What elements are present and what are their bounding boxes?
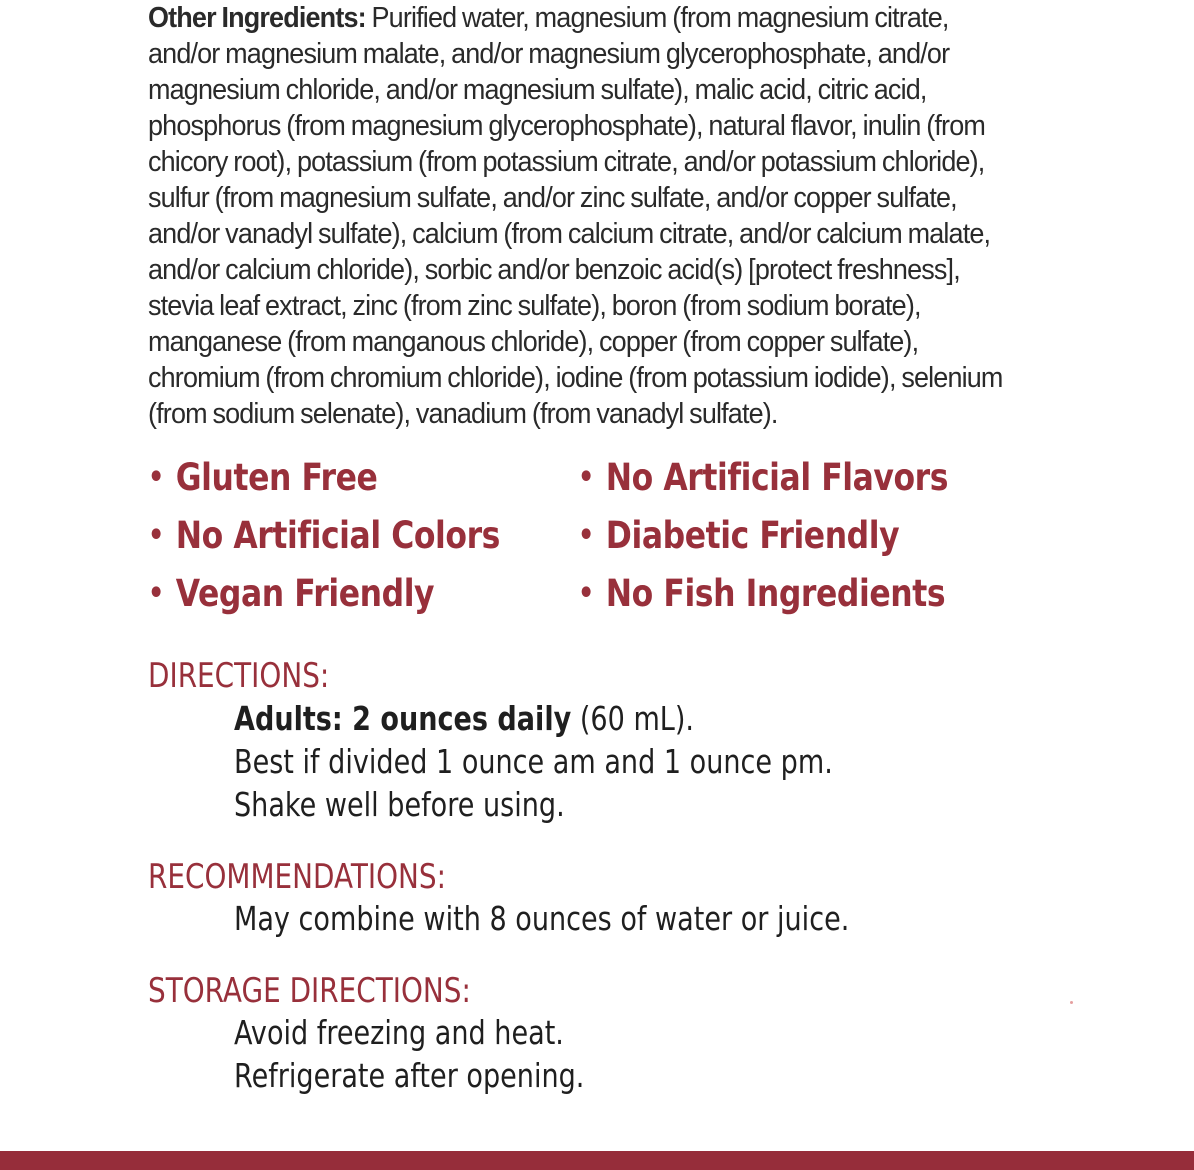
- ingredients-line: Other Ingredients: Purified water, magnesium (from magnesium citrate,: [148, 2, 949, 34]
- ingredients-line: phosphorus (from magnesium glycerophosphate), natural flavor, inulin (from: [148, 110, 985, 142]
- decorative-dot: [1070, 1001, 1073, 1004]
- bullet-icon: •: [148, 576, 164, 611]
- storage-title: STORAGE DIRECTIONS:: [148, 971, 471, 1011]
- directions-line: Shake well before using.: [234, 785, 565, 824]
- feature-list: [148, 456, 1048, 616]
- bullet-icon: •: [148, 460, 164, 495]
- feature-no-fish-ingredients: • No Fish Ingredients: [578, 572, 946, 615]
- directions-body: [234, 697, 833, 826]
- storage-line: Refrigerate after opening.: [234, 1056, 585, 1095]
- ingredients-line: chicory root), potassium (from potassium citrate, and/or potassium chloride),: [148, 146, 985, 178]
- ingredients-line: stevia leaf extract, zinc (from zinc sulfate), boron (from sodium borate),: [148, 290, 921, 322]
- ingredients-line: (from sodium selenate), vanadium (from vanadyl sulfate).: [148, 398, 778, 430]
- recommendations-body: [234, 897, 849, 940]
- bullet-icon: •: [578, 518, 594, 553]
- feature-vegan-friendly: • Vegan Friendly: [148, 572, 435, 615]
- directions-dosage: Adults: 2 ounces daily (60 mL).: [234, 699, 695, 738]
- other-ingredients-paragraph: [148, 0, 1032, 432]
- ingredients-label: Other Ingredients:: [148, 2, 366, 34]
- ingredients-line: manganese (from manganous chloride), copper (from copper sulfate),: [148, 326, 919, 358]
- recommendations-title: RECOMMENDATIONS:: [148, 857, 447, 897]
- bullet-icon: •: [578, 576, 594, 611]
- ingredients-line: and/or magnesium malate, and/or magnesium glycerophosphate, and/or: [148, 38, 950, 70]
- bullet-icon: •: [578, 460, 594, 495]
- ingredients-line: and/or calcium chloride), sorbic and/or benzoic acid(s) [protect freshness],: [148, 254, 960, 286]
- ingredients-line: sulfur (from magnesium sulfate, and/or zinc sulfate, and/or copper sulfate,: [148, 182, 957, 214]
- bottom-accent-bar: [0, 1151, 1194, 1170]
- ingredients-line: magnesium chloride, and/or magnesium sulfate), malic acid, citric acid,: [148, 74, 927, 106]
- storage-body: [234, 1011, 584, 1097]
- feature-no-artificial-flavors: • No Artificial Flavors: [578, 456, 949, 499]
- feature-no-artificial-colors: • No Artificial Colors: [148, 514, 500, 557]
- storage-line: Avoid freezing and heat.: [234, 1013, 564, 1052]
- bullet-icon: •: [148, 518, 164, 553]
- feature-diabetic-friendly: • Diabetic Friendly: [578, 514, 900, 557]
- recommendations-line: May combine with 8 ounces of water or juice.: [234, 899, 850, 938]
- ingredients-line: and/or vanadyl sulfate), calcium (from calcium citrate, and/or calcium malate,: [148, 218, 991, 250]
- feature-gluten-free: • Gluten Free: [148, 456, 378, 499]
- ingredients-line: chromium (from chromium chloride), iodine (from potassium iodide), selenium: [148, 362, 1003, 394]
- directions-line: Best if divided 1 ounce am and 1 ounce pm.: [234, 742, 833, 781]
- directions-title: DIRECTIONS:: [148, 656, 330, 696]
